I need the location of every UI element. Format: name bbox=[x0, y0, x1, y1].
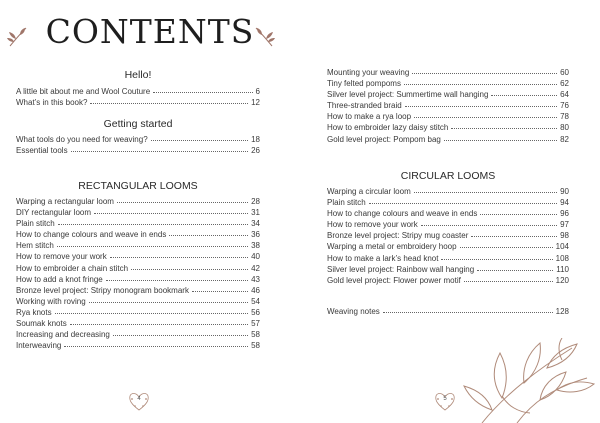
toc-entry-page: 94 bbox=[560, 198, 569, 208]
dot-leader bbox=[414, 116, 557, 118]
toc-entry-page: 98 bbox=[560, 231, 569, 241]
toc-entry[interactable] bbox=[16, 307, 260, 318]
toc-entry-page: 58 bbox=[251, 330, 260, 340]
toc-entry-page: 78 bbox=[560, 112, 569, 122]
dot-leader bbox=[405, 105, 557, 107]
toc-entry-page: 28 bbox=[251, 197, 260, 206]
page-number-badge bbox=[127, 390, 151, 412]
dot-leader bbox=[414, 191, 557, 193]
dot-leader bbox=[477, 269, 553, 271]
section-heading-hello: Hello! bbox=[124, 69, 152, 81]
toc-entry[interactable] bbox=[16, 240, 260, 251]
toc-entry-page: 60 bbox=[560, 68, 569, 77]
toc-entry-title: Warping a metal or embroidery hoop bbox=[327, 242, 457, 252]
toc-entry-page: 64 bbox=[560, 90, 569, 100]
dot-leader bbox=[480, 213, 557, 215]
toc-entry-title: How to embroider a chain stitch bbox=[16, 263, 129, 273]
dot-leader bbox=[404, 83, 557, 85]
toc-entry[interactable] bbox=[16, 218, 260, 229]
toc-entry[interactable] bbox=[327, 78, 569, 89]
toc-entry[interactable] bbox=[327, 253, 569, 264]
dot-leader bbox=[131, 268, 248, 270]
toc-entry-page: 58 bbox=[251, 341, 260, 351]
section-heading-getting-started: Getting started bbox=[103, 118, 173, 130]
toc-entry[interactable] bbox=[16, 318, 260, 329]
toc-entry-title: How to add a knot fringe bbox=[16, 274, 103, 284]
toc-entry-title: Increasing and decreasing bbox=[16, 330, 110, 340]
toc-entry-title: Gold level project: Pompom bag bbox=[327, 134, 441, 144]
toc-list-getting-started bbox=[16, 134, 260, 156]
toc-entry-title: Weaving notes bbox=[327, 307, 380, 316]
dot-leader bbox=[192, 290, 248, 292]
leafy-branch-illustration-icon bbox=[462, 338, 600, 423]
toc-entry-page: 57 bbox=[251, 319, 260, 329]
toc-entry[interactable] bbox=[327, 111, 569, 122]
toc-entry-title: Warping a circular loom bbox=[327, 187, 411, 196]
toc-entry-title: Warping a rectangular loom bbox=[16, 197, 114, 206]
dot-leader bbox=[491, 94, 557, 96]
dot-leader bbox=[153, 91, 252, 93]
toc-entry-page: 120 bbox=[555, 275, 569, 285]
dot-leader bbox=[106, 279, 248, 281]
toc-entry-title: Rya knots bbox=[16, 307, 52, 317]
toc-entry-title: How to remove your work bbox=[327, 220, 418, 230]
toc-entry-page: 110 bbox=[556, 264, 569, 274]
toc-entry-page: 36 bbox=[251, 230, 260, 240]
toc-entry[interactable] bbox=[16, 196, 260, 207]
toc-entry[interactable] bbox=[327, 241, 569, 252]
toc-entry-title: Bronze level project: Stripy monogram bookmark bbox=[16, 285, 189, 295]
toc-entry-page: 12 bbox=[251, 98, 260, 108]
toc-entry-page: 42 bbox=[251, 263, 260, 273]
toc-entry-page: 43 bbox=[251, 274, 260, 284]
dot-leader bbox=[113, 334, 248, 336]
dot-leader bbox=[94, 212, 248, 214]
toc-entry[interactable] bbox=[16, 86, 260, 97]
toc-entry[interactable] bbox=[327, 134, 569, 145]
toc-entry[interactable] bbox=[327, 100, 569, 111]
dot-leader bbox=[57, 245, 248, 247]
leaf-sprig-icon bbox=[253, 26, 275, 48]
toc-list-extra bbox=[327, 306, 569, 317]
dot-leader bbox=[169, 234, 248, 236]
toc-entry-title: Plain stitch bbox=[16, 219, 55, 229]
toc-entry-title: How to remove your work bbox=[16, 252, 107, 262]
page-title: CONTENTS bbox=[45, 12, 255, 51]
dot-leader bbox=[90, 102, 248, 104]
toc-entry[interactable] bbox=[16, 285, 260, 296]
dot-leader bbox=[117, 201, 248, 203]
toc-entry-title: Soumak knots bbox=[16, 319, 67, 329]
toc-entry[interactable] bbox=[16, 296, 260, 307]
dot-leader bbox=[421, 224, 557, 226]
toc-entry-title: How to change colours and weave in ends bbox=[327, 209, 478, 219]
toc-entry-page: 76 bbox=[560, 101, 569, 111]
toc-entry-title: What tools do you need for weaving? bbox=[16, 135, 148, 144]
toc-entry[interactable] bbox=[327, 264, 569, 275]
toc-entry-title: DIY rectangular loom bbox=[16, 208, 91, 218]
toc-entry-title: Tiny felted pompoms bbox=[327, 79, 401, 89]
toc-entry-title: What’s in this book? bbox=[16, 98, 88, 108]
toc-entry-title: Silver level project: Rainbow wall hanging bbox=[327, 264, 475, 274]
toc-entry-title: Interweaving bbox=[16, 341, 62, 351]
toc-entry[interactable] bbox=[327, 67, 569, 78]
toc-list-hello bbox=[16, 86, 260, 108]
toc-entry[interactable] bbox=[16, 134, 260, 145]
page-number: 5 bbox=[443, 396, 447, 402]
right-page bbox=[300, 0, 600, 423]
dot-leader bbox=[64, 345, 248, 347]
toc-entry-page: 108 bbox=[555, 253, 569, 263]
toc-entry-page: 31 bbox=[251, 208, 260, 218]
toc-entry-title: Three-stranded braid bbox=[327, 101, 402, 111]
toc-entry-page: 128 bbox=[555, 307, 569, 316]
toc-entry-title: Hem stitch bbox=[16, 241, 54, 251]
toc-entry-page: 46 bbox=[251, 285, 260, 295]
dot-leader bbox=[444, 139, 557, 141]
dot-leader bbox=[383, 311, 553, 313]
dot-leader bbox=[89, 301, 248, 303]
toc-entry-page: 38 bbox=[251, 241, 260, 251]
toc-entry[interactable] bbox=[16, 229, 260, 240]
toc-list-circular-looms bbox=[327, 186, 569, 286]
dot-leader bbox=[151, 139, 248, 141]
toc-entry-page: 96 bbox=[560, 209, 569, 219]
toc-list-rectangular-looms bbox=[16, 196, 260, 351]
toc-entry[interactable] bbox=[16, 340, 260, 351]
dot-leader bbox=[369, 202, 557, 204]
dot-leader bbox=[110, 256, 248, 258]
toc-entry[interactable] bbox=[16, 329, 260, 340]
toc-entry[interactable] bbox=[327, 219, 569, 230]
toc-entry-page: 104 bbox=[555, 242, 569, 252]
section-heading-rectangular-looms: RECTANGULAR LOOMS bbox=[78, 180, 198, 192]
toc-entry[interactable] bbox=[327, 89, 569, 100]
toc-entry-page: 6 bbox=[255, 87, 260, 96]
toc-entry-title: Plain stitch bbox=[327, 198, 366, 208]
toc-entry-page: 80 bbox=[560, 123, 569, 133]
toc-entry[interactable] bbox=[16, 145, 260, 156]
toc-entry[interactable] bbox=[327, 275, 569, 286]
dot-leader bbox=[471, 235, 557, 237]
toc-entry-title: How to change colours and weave in ends bbox=[16, 230, 167, 240]
toc-entry-page: 97 bbox=[560, 220, 569, 230]
dot-leader bbox=[441, 258, 552, 260]
toc-entry[interactable] bbox=[16, 97, 260, 108]
toc-entry-title: Working with roving bbox=[16, 296, 86, 306]
toc-entry-title: Essential tools bbox=[16, 146, 68, 156]
toc-entry-page: 56 bbox=[251, 307, 260, 317]
toc-entry[interactable] bbox=[16, 207, 260, 218]
toc-entry-page: 26 bbox=[251, 146, 260, 156]
toc-entry[interactable] bbox=[327, 186, 569, 197]
dot-leader bbox=[55, 312, 249, 314]
toc-entry-title: A little bit about me and Wool Couture bbox=[16, 87, 151, 96]
page-number-badge bbox=[433, 390, 457, 412]
toc-entry-title: Bronze level project: Stripy mug coaster bbox=[327, 231, 469, 241]
dot-leader bbox=[460, 246, 553, 248]
toc-entry-page: 90 bbox=[560, 187, 569, 196]
toc-entry[interactable] bbox=[16, 251, 260, 262]
dot-leader bbox=[70, 323, 248, 325]
toc-entry-page: 34 bbox=[251, 219, 260, 229]
page-number: 4 bbox=[137, 396, 141, 402]
toc-entry-title: Mounting your weaving bbox=[327, 68, 410, 77]
toc-entry-title: Silver level project: Summertime wall hanging bbox=[327, 90, 489, 100]
dot-leader bbox=[451, 127, 557, 129]
toc-entry-page: 62 bbox=[560, 79, 569, 89]
toc-entry[interactable] bbox=[327, 306, 569, 317]
toc-entry-title: How to embroider lazy daisy stitch bbox=[327, 123, 449, 133]
toc-entry-page: 18 bbox=[251, 135, 260, 144]
toc-entry[interactable] bbox=[327, 208, 569, 219]
toc-entry-page: 40 bbox=[251, 252, 260, 262]
toc-entry-title: How to make a rya loop bbox=[327, 112, 412, 122]
toc-entry-title: Gold level project: Flower power motif bbox=[327, 275, 461, 285]
dot-leader bbox=[464, 280, 553, 282]
toc-entry-page: 82 bbox=[560, 134, 569, 144]
toc-entry[interactable] bbox=[327, 197, 569, 208]
toc-list-continued bbox=[327, 67, 569, 145]
section-heading-circular-looms: CIRCULAR LOOMS bbox=[400, 170, 496, 182]
dot-leader bbox=[71, 150, 249, 152]
toc-entry[interactable] bbox=[327, 230, 569, 241]
dot-leader bbox=[412, 72, 557, 74]
toc-entry[interactable] bbox=[327, 122, 569, 133]
toc-entry[interactable] bbox=[16, 263, 260, 274]
toc-entry[interactable] bbox=[16, 274, 260, 285]
toc-entry-page: 54 bbox=[251, 296, 260, 306]
dot-leader bbox=[58, 223, 248, 225]
toc-entry-title: How to make a lark’s head knot bbox=[327, 253, 439, 263]
